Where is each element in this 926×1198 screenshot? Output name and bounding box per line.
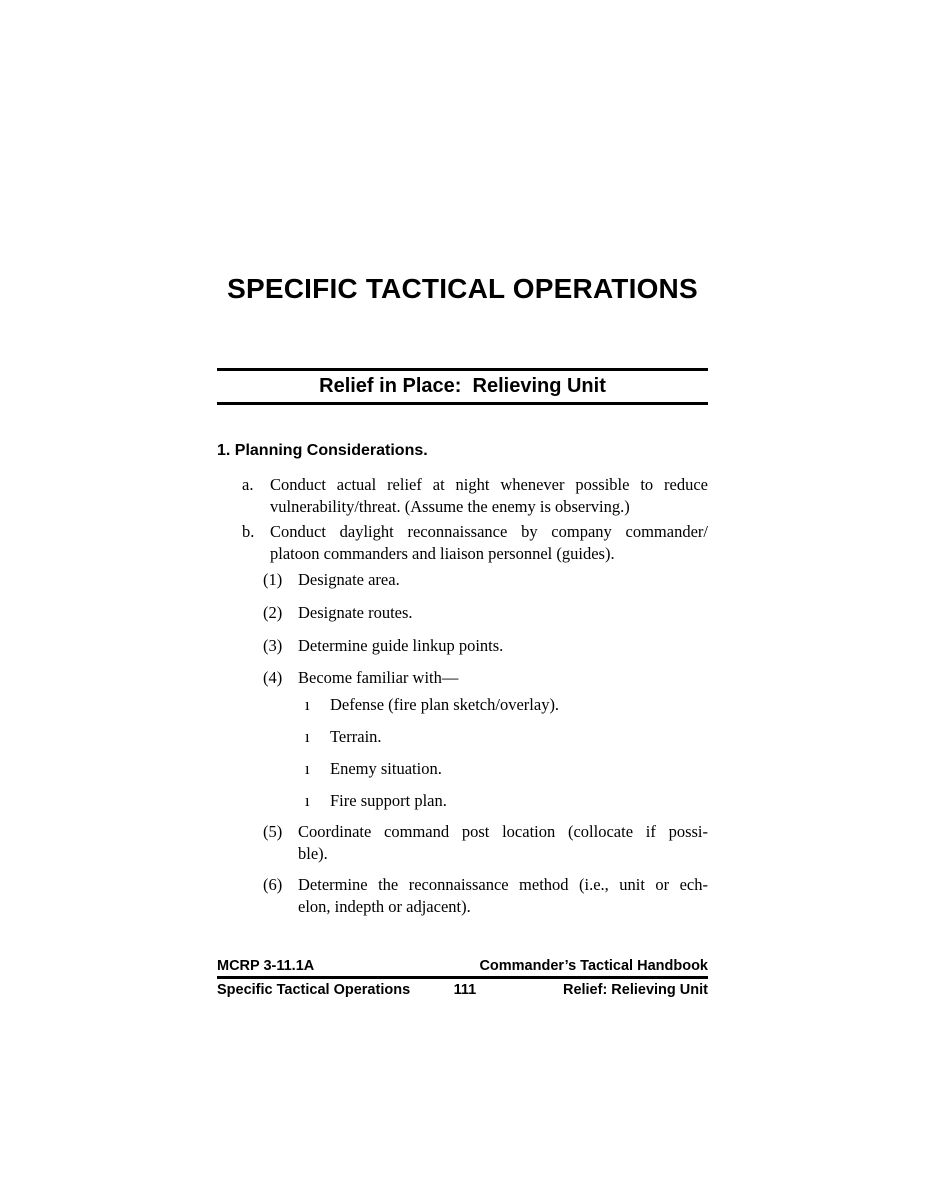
list-item-label: (2)	[263, 603, 283, 622]
list-item-text	[298, 667, 708, 689]
bullet-text	[330, 694, 708, 716]
list-item-label: (5)	[263, 822, 283, 841]
bullet-text	[330, 758, 708, 780]
page-title: SPECIFIC TACTICAL OPERATIONS	[227, 273, 698, 304]
footer-handbook-title: Commander’s Tactical Handbook	[479, 958, 708, 974]
text-line: Determine guide linkup points.	[298, 636, 504, 655]
footer-page-number: 111	[453, 982, 477, 998]
list-item-label: (4)	[263, 668, 283, 687]
list-item-label: a.	[242, 475, 254, 494]
text-line: Fire support plan.	[330, 791, 447, 810]
paragraph-heading: 1. Planning Considerations.	[217, 442, 428, 459]
page-footer	[217, 959, 708, 998]
list-item-label: b.	[242, 522, 255, 541]
bullet-icon: ı	[305, 791, 310, 810]
bullet-text	[330, 790, 708, 812]
bullet-icon: ı	[305, 695, 310, 714]
list-item-label: (3)	[263, 636, 283, 655]
footer-bottom-row	[217, 983, 708, 998]
text-line: Conduct daylight reconnaissance by company commander/	[270, 522, 708, 541]
list-item-label: (6)	[263, 875, 283, 894]
bullet-item	[305, 726, 708, 748]
bullet-item	[305, 694, 708, 716]
footer-topic-title: Relief: Relieving Unit	[562, 982, 708, 998]
list-item-text	[270, 521, 708, 564]
bullet-item	[305, 758, 708, 780]
list-item-3	[263, 635, 708, 657]
list-item-4	[263, 667, 708, 689]
list-item-text	[298, 569, 708, 591]
bullet-icon: ı	[305, 759, 310, 778]
list-item-6	[263, 874, 708, 917]
footer-doc-number: MCRP 3-11.1A	[217, 958, 315, 974]
text-line: Become familiar with—	[298, 668, 459, 687]
text-line: Conduct actual relief at night whenever possible to reduce	[270, 475, 708, 494]
footer-section-title: Specific Tactical Operations	[217, 982, 411, 998]
section-banner-title: Relief in Place: Relieving Unit	[319, 375, 606, 397]
text-line: Coordinate command post location (collocate if possi-	[298, 822, 708, 841]
list-item-5	[263, 821, 708, 864]
text-line: Enemy situation.	[330, 759, 442, 778]
list-item-label: (1)	[263, 570, 283, 589]
section-banner	[217, 368, 708, 405]
text-line: vulnerability/threat. (Assume the enemy is observing.)	[270, 496, 630, 516]
list-item-text	[298, 635, 708, 657]
list-item-text	[270, 474, 708, 517]
footer-top-row	[217, 959, 708, 979]
text-line: Designate routes.	[298, 603, 413, 622]
list-item-2	[263, 602, 708, 624]
list-item-b	[242, 521, 708, 564]
bullet-text	[330, 726, 708, 748]
text-line: Defense (fire plan sketch/overlay).	[330, 695, 560, 714]
text-line: Designate area.	[298, 570, 400, 589]
list-item-text	[298, 874, 708, 917]
text-line: platoon commanders and liaison personnel (guides).	[270, 543, 615, 563]
text-line: elon, indepth or adjacent).	[298, 896, 471, 916]
text-line: Determine the reconnaissance method (i.e., unit or ech-	[298, 875, 708, 894]
text-line: Terrain.	[330, 727, 382, 746]
list-item-text	[298, 821, 708, 864]
bullet-icon: ı	[305, 727, 310, 746]
bullet-item	[305, 790, 708, 812]
text-line: ble).	[298, 843, 328, 863]
list-item-text	[298, 602, 708, 624]
list-item-a	[242, 474, 708, 517]
list-item-1	[263, 569, 708, 591]
